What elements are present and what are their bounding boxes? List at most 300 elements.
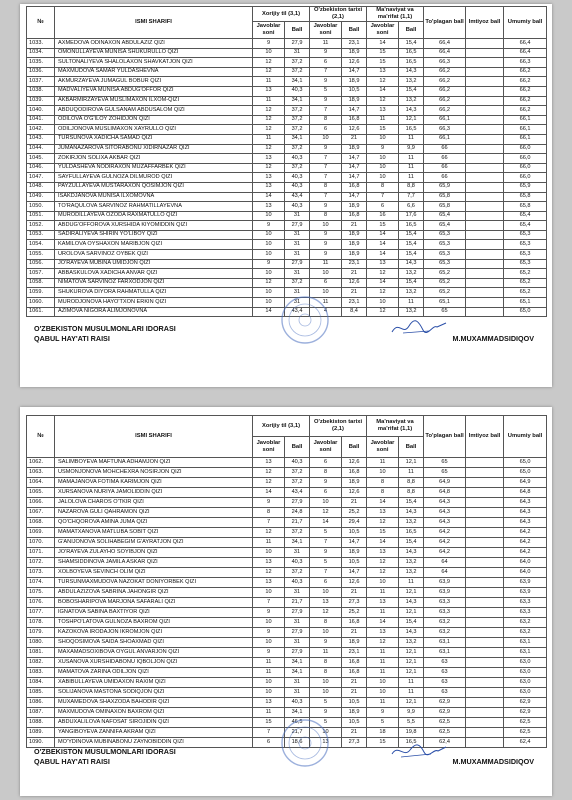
spiritual-answers: 12 xyxy=(367,568,399,578)
foreign-answers: 10 xyxy=(253,269,285,279)
history-score: 23,1 xyxy=(342,648,367,658)
table-row xyxy=(27,498,547,508)
foreign-score: 18,6 xyxy=(285,738,310,748)
spiritual-score: 15,4 xyxy=(399,278,424,288)
privilege-score xyxy=(466,728,504,738)
history-answers: 5 xyxy=(310,86,342,96)
privilege-score xyxy=(466,498,504,508)
row-number: 1090. xyxy=(27,738,55,748)
table-row xyxy=(27,668,547,678)
foreign-score: 34,1 xyxy=(285,538,310,548)
foreign-answers: 12 xyxy=(253,144,285,154)
foreign-answers: 13 xyxy=(253,86,285,96)
organization xyxy=(34,324,176,344)
foreign-score: 37,2 xyxy=(285,115,310,125)
results-table-1 xyxy=(26,6,547,317)
foreign-score: 27,9 xyxy=(285,221,310,231)
student-name: UROLOVA SARVINOZ OYBEK QIZI xyxy=(55,250,253,260)
table-row xyxy=(27,96,547,106)
history-answers: 9 xyxy=(310,708,342,718)
row-number: 1056. xyxy=(27,259,55,269)
total-score: 66 xyxy=(424,144,466,154)
total-score: 66,2 xyxy=(424,77,466,87)
history-score: 23,1 xyxy=(342,298,367,308)
total-score: 62,5 xyxy=(424,718,466,728)
row-number: 1086. xyxy=(27,698,55,708)
history-score: 16,8 xyxy=(342,115,367,125)
row-number: 1047. xyxy=(27,173,55,183)
results-page-1 xyxy=(20,4,552,387)
table-row xyxy=(27,250,547,260)
student-name: JO'RAYEVA ZULAYHO SOYIBJON QIZI xyxy=(55,548,253,558)
header-name: ISMI SHARIFI xyxy=(55,7,253,39)
overall-score: 63,0 xyxy=(504,688,547,698)
foreign-answers: 12 xyxy=(253,58,285,68)
table-row xyxy=(27,221,547,231)
overall-score: 65,2 xyxy=(504,278,547,288)
spiritual-score: 12,1 xyxy=(399,608,424,618)
history-answers: 11 xyxy=(310,648,342,658)
total-score: 65,8 xyxy=(424,202,466,212)
foreign-score: 31 xyxy=(285,288,310,298)
student-name: ABDUQODIROVA GULSANAM ABDUSALOM QIZI xyxy=(55,106,253,116)
row-number: 1053. xyxy=(27,230,55,240)
foreign-answers: 9 xyxy=(253,221,285,231)
foreign-score: 34,1 xyxy=(285,96,310,106)
spiritual-answers: 14 xyxy=(367,618,399,628)
student-name: MAMATOVA ZARINA ODILJON QIZI xyxy=(55,668,253,678)
table-row xyxy=(27,192,547,202)
privilege-score xyxy=(466,67,504,77)
total-score: 63,2 xyxy=(424,628,466,638)
history-score: 14,7 xyxy=(342,163,367,173)
student-name: SULTONALIYEVA SHALOLAXON SHAVKATJON QIZI xyxy=(55,58,253,68)
privilege-score xyxy=(466,558,504,568)
privilege-score xyxy=(466,134,504,144)
overall-score: 66,1 xyxy=(504,134,547,144)
header-score: Ball xyxy=(342,22,367,39)
spiritual-answers: 9 xyxy=(367,708,399,718)
row-number: 1038. xyxy=(27,86,55,96)
history-score: 16,8 xyxy=(342,182,367,192)
overall-score: 66,0 xyxy=(504,154,547,164)
history-score: 12,6 xyxy=(342,278,367,288)
row-number: 1048. xyxy=(27,182,55,192)
foreign-score: 34,1 xyxy=(285,708,310,718)
overall-score: 63,0 xyxy=(504,668,547,678)
history-score: 18,9 xyxy=(342,96,367,106)
total-score: 66,1 xyxy=(424,115,466,125)
privilege-score xyxy=(466,173,504,183)
row-number: 1088. xyxy=(27,718,55,728)
header-total: To'plagan ball xyxy=(424,7,466,39)
history-answers: 5 xyxy=(310,718,342,728)
spiritual-score: 8,8 xyxy=(399,182,424,192)
table-row xyxy=(27,67,547,77)
history-score: 18,9 xyxy=(342,250,367,260)
spiritual-score: 15,4 xyxy=(399,240,424,250)
history-answers: 7 xyxy=(310,568,342,578)
total-score: 65,1 xyxy=(424,298,466,308)
student-name: XUSANOVA XURSHIDABONU IQBOLJON QIZI xyxy=(55,658,253,668)
privilege-score xyxy=(466,708,504,718)
privilege-score xyxy=(466,163,504,173)
official-stamp xyxy=(279,294,331,346)
foreign-answers: 7 xyxy=(253,728,285,738)
student-name: MO'YDINOVA MUBINABONU ZAYNOBIDDIN QIZI xyxy=(55,738,253,748)
foreign-score: 34,1 xyxy=(285,77,310,87)
foreign-score: 37,2 xyxy=(285,144,310,154)
spiritual-score: 11 xyxy=(399,173,424,183)
total-score: 65,4 xyxy=(424,221,466,231)
history-answers: 8 xyxy=(310,115,342,125)
spiritual-score: 14,3 xyxy=(399,598,424,608)
overall-score: 66,2 xyxy=(504,106,547,116)
overall-score: 65,2 xyxy=(504,288,547,298)
history-answers: 9 xyxy=(310,230,342,240)
history-score: 23,1 xyxy=(342,259,367,269)
table-row xyxy=(27,211,547,221)
foreign-score: 37,2 xyxy=(285,568,310,578)
privilege-score xyxy=(466,240,504,250)
history-answers: 9 xyxy=(310,240,342,250)
privilege-score xyxy=(466,538,504,548)
privilege-score xyxy=(466,202,504,212)
spiritual-score: 9,9 xyxy=(399,144,424,154)
spiritual-score: 13,2 xyxy=(399,307,424,317)
spiritual-answers: 6 xyxy=(367,202,399,212)
spiritual-answers: 14 xyxy=(367,86,399,96)
spiritual-score: 14,3 xyxy=(399,508,424,518)
total-score: 64,2 xyxy=(424,538,466,548)
overall-score: 65,0 xyxy=(504,307,547,317)
row-number: 1044. xyxy=(27,144,55,154)
privilege-score xyxy=(466,211,504,221)
history-answers: 9 xyxy=(310,48,342,58)
student-name: SOLIJANOVA MASTONA SODIQJON QIZI xyxy=(55,688,253,698)
privilege-score xyxy=(466,698,504,708)
overall-score: 65,8 xyxy=(504,192,547,202)
foreign-answers: 12 xyxy=(253,106,285,116)
total-score: 63,3 xyxy=(424,598,466,608)
table-row xyxy=(27,269,547,279)
header-answers: Javoblar soni xyxy=(367,437,399,458)
privilege-score xyxy=(466,250,504,260)
privilege-score xyxy=(466,144,504,154)
row-number: 1070. xyxy=(27,538,55,548)
history-score: 12,6 xyxy=(342,125,367,135)
spiritual-answers: 10 xyxy=(367,578,399,588)
foreign-answers: 10 xyxy=(253,48,285,58)
organization xyxy=(34,747,176,767)
history-score: 29,4 xyxy=(342,518,367,528)
history-answers: 10 xyxy=(310,688,342,698)
total-score: 66,2 xyxy=(424,67,466,77)
spiritual-answers: 14 xyxy=(367,278,399,288)
row-number: 1065. xyxy=(27,488,55,498)
overall-score: 63,2 xyxy=(504,628,547,638)
history-score: 21 xyxy=(342,688,367,698)
spiritual-score: 5,5 xyxy=(399,718,424,728)
history-score: 18,9 xyxy=(342,240,367,250)
history-answers: 9 xyxy=(310,548,342,558)
spiritual-answers: 12 xyxy=(367,558,399,568)
history-answers: 5 xyxy=(310,528,342,538)
foreign-answers: 6 xyxy=(253,738,285,748)
spiritual-answers: 14 xyxy=(367,240,399,250)
spiritual-answers: 15 xyxy=(367,528,399,538)
spiritual-score: 12,1 xyxy=(399,668,424,678)
student-name: XURSANOVA NURIYA JAMOLIDDIN QIZI xyxy=(55,488,253,498)
spiritual-score: 14,3 xyxy=(399,548,424,558)
total-score: 63,1 xyxy=(424,638,466,648)
privilege-score xyxy=(466,221,504,231)
history-score: 8,4 xyxy=(342,307,367,317)
student-name: SHOQOSIMOVA SAIDA SHOAXMAD QIZI xyxy=(55,638,253,648)
history-score: 21 xyxy=(342,288,367,298)
foreign-answers: 10 xyxy=(253,618,285,628)
student-name: ABDULAZIZOVA SABRINA JAHONGIR QIZI xyxy=(55,588,253,598)
student-name: G'ANIJONOVA SOLIHABEGIM G'AYRATJON QIZI xyxy=(55,538,253,548)
history-score: 18,9 xyxy=(342,77,367,87)
overall-score: 65,1 xyxy=(504,298,547,308)
header-name: ISMI SHARIFI xyxy=(55,416,253,458)
spiritual-score: 12,1 xyxy=(399,658,424,668)
history-score: 16,8 xyxy=(342,668,367,678)
row-number: 1057. xyxy=(27,269,55,279)
foreign-answers: 9 xyxy=(253,608,285,618)
history-answers: 6 xyxy=(310,58,342,68)
spiritual-answers: 10 xyxy=(367,154,399,164)
spiritual-answers: 8 xyxy=(367,182,399,192)
foreign-answers: 10 xyxy=(253,298,285,308)
row-number: 1033. xyxy=(27,39,55,49)
table-row xyxy=(27,39,547,49)
spiritual-score: 17,6 xyxy=(399,211,424,221)
row-number: 1058. xyxy=(27,278,55,288)
foreign-score: 43,4 xyxy=(285,488,310,498)
foreign-score: 31 xyxy=(285,240,310,250)
header-history: O'zbekiston tarixi (2,1) xyxy=(310,416,367,437)
overall-score: 64,3 xyxy=(504,518,547,528)
foreign-score: 37,2 xyxy=(285,163,310,173)
spiritual-answers: 15 xyxy=(367,221,399,231)
history-answers: 12 xyxy=(310,508,342,518)
foreign-answers: 12 xyxy=(253,468,285,478)
organization-line: O'ZBEKISTON MUSULMONLARI IDORASI xyxy=(34,747,176,756)
foreign-score: 21,7 xyxy=(285,598,310,608)
privilege-score xyxy=(466,548,504,558)
organization-line: O'ZBEKISTON MUSULMONLARI IDORASI xyxy=(34,324,176,333)
row-number: 1064. xyxy=(27,478,55,488)
foreign-answers: 9 xyxy=(253,259,285,269)
privilege-score xyxy=(466,518,504,528)
signer-name: M.MUXAMMADSIDIQOV xyxy=(452,757,534,766)
overall-score: 63,0 xyxy=(504,658,547,668)
student-name: MADVALIYEVA MUNISA ABDUG'OFFOR QIZI xyxy=(55,86,253,96)
foreign-answers: 11 xyxy=(253,708,285,718)
table-row xyxy=(27,58,547,68)
foreign-answers: 9 xyxy=(253,648,285,658)
student-name: NAZAROVA GULI QAHRAMON QIZI xyxy=(55,508,253,518)
overall-score: 64,2 xyxy=(504,528,547,538)
spiritual-score: 13,2 xyxy=(399,568,424,578)
history-score: 27,3 xyxy=(342,738,367,748)
history-score: 16,8 xyxy=(342,468,367,478)
student-name: IGNATOVA SABINA BAXTIYOR QIZI xyxy=(55,608,253,618)
student-name: MAMAJANOVA FOTIMA KARIMJON QIZI xyxy=(55,478,253,488)
history-answers: 7 xyxy=(310,67,342,77)
table-row xyxy=(27,144,547,154)
table-row xyxy=(27,548,547,558)
overall-score: 63,3 xyxy=(504,608,547,618)
privilege-score xyxy=(466,58,504,68)
spiritual-answers: 10 xyxy=(367,298,399,308)
student-name: USMONJONOVA MOHCHEXRA NOSIRJON QIZI xyxy=(55,468,253,478)
row-number: 1072. xyxy=(27,558,55,568)
foreign-answers: 10 xyxy=(253,678,285,688)
spiritual-score: 11 xyxy=(399,578,424,588)
table-row xyxy=(27,658,547,668)
header-answers: Javoblar soni xyxy=(253,437,285,458)
spiritual-answers: 12 xyxy=(367,96,399,106)
spiritual-answers: 14 xyxy=(367,39,399,49)
spiritual-score: 9,9 xyxy=(399,708,424,718)
history-score: 21 xyxy=(342,728,367,738)
foreign-answers: 12 xyxy=(253,115,285,125)
table-row xyxy=(27,458,547,468)
student-name: TOSHPO'LATOVA GULNOZA BAXROM QIZI xyxy=(55,618,253,628)
table-row xyxy=(27,134,547,144)
table-row xyxy=(27,106,547,116)
foreign-score: 40,3 xyxy=(285,173,310,183)
privilege-score xyxy=(466,618,504,628)
row-number: 1046. xyxy=(27,163,55,173)
header-foreign-language: Xorijiy til (3,1) xyxy=(253,416,310,437)
privilege-score xyxy=(466,154,504,164)
foreign-score: 31 xyxy=(285,250,310,260)
spiritual-answers: 8 xyxy=(367,478,399,488)
history-answers: 9 xyxy=(310,638,342,648)
row-number: 1076. xyxy=(27,598,55,608)
total-score: 64,8 xyxy=(424,488,466,498)
history-answers: 11 xyxy=(310,259,342,269)
history-score: 21 xyxy=(342,628,367,638)
history-answers: 10 xyxy=(310,678,342,688)
spiritual-score: 12,1 xyxy=(399,648,424,658)
row-number: 1036. xyxy=(27,67,55,77)
overall-score: 65,4 xyxy=(504,221,547,231)
header-spirituality: Ma'naviyat va ma'rifat (1,1) xyxy=(367,416,424,437)
foreign-score: 40,3 xyxy=(285,86,310,96)
history-score: 16,8 xyxy=(342,618,367,628)
table-row xyxy=(27,182,547,192)
history-answers: 13 xyxy=(310,598,342,608)
row-number: 1078. xyxy=(27,618,55,628)
foreign-answers: 9 xyxy=(253,39,285,49)
foreign-answers: 14 xyxy=(253,488,285,498)
total-score: 62,9 xyxy=(424,708,466,718)
spiritual-score: 15,4 xyxy=(399,538,424,548)
foreign-score: 40,3 xyxy=(285,578,310,588)
foreign-answers: 13 xyxy=(253,578,285,588)
row-number: 1079. xyxy=(27,628,55,638)
header-privilege: Imtiyoz ball xyxy=(466,7,504,39)
total-score: 66 xyxy=(424,154,466,164)
privilege-score xyxy=(466,608,504,618)
overall-score: 62,5 xyxy=(504,728,547,738)
row-number: 1087. xyxy=(27,708,55,718)
table-row xyxy=(27,278,547,288)
spiritual-score: 13,2 xyxy=(399,269,424,279)
student-name: BOBOSHARIPOVA MARJONA SAFARALI QIZI xyxy=(55,598,253,608)
spiritual-answers: 11 xyxy=(367,115,399,125)
privilege-score xyxy=(466,688,504,698)
foreign-score: 37,2 xyxy=(285,125,310,135)
history-score: 14,7 xyxy=(342,106,367,116)
foreign-answers: 12 xyxy=(253,478,285,488)
foreign-answers: 12 xyxy=(253,278,285,288)
spiritual-answers: 11 xyxy=(367,588,399,598)
header-number: № xyxy=(27,7,55,39)
privilege-score xyxy=(466,738,504,748)
foreign-score: 40,3 xyxy=(285,698,310,708)
history-answers: 14 xyxy=(310,518,342,528)
history-answers: 10 xyxy=(310,134,342,144)
history-answers: 4 xyxy=(310,307,342,317)
history-answers: 10 xyxy=(310,588,342,598)
spiritual-score: 8,8 xyxy=(399,488,424,498)
history-answers: 10 xyxy=(310,288,342,298)
overall-score: 64,3 xyxy=(504,498,547,508)
row-number: 1071. xyxy=(27,548,55,558)
total-score: 65,4 xyxy=(424,211,466,221)
student-name: MAXAMADSOXIBOVA OYGUL ANVARJON QIZI xyxy=(55,648,253,658)
history-answers: 6 xyxy=(310,458,342,468)
history-score: 21 xyxy=(342,678,367,688)
history-score: 16,8 xyxy=(342,658,367,668)
table-row xyxy=(27,538,547,548)
row-number: 1050. xyxy=(27,202,55,212)
foreign-answers: 11 xyxy=(253,134,285,144)
foreign-score: 37,2 xyxy=(285,67,310,77)
foreign-score: 46,5 xyxy=(285,718,310,728)
row-number: 1068. xyxy=(27,518,55,528)
spiritual-score: 12,1 xyxy=(399,115,424,125)
row-number: 1061. xyxy=(27,307,55,317)
total-score: 64,3 xyxy=(424,518,466,528)
privilege-score xyxy=(466,588,504,598)
history-answers: 10 xyxy=(310,221,342,231)
spiritual-answers: 14 xyxy=(367,250,399,260)
foreign-score: 31 xyxy=(285,211,310,221)
spiritual-score: 11 xyxy=(399,154,424,164)
total-score: 66 xyxy=(424,173,466,183)
row-number: 1083. xyxy=(27,668,55,678)
foreign-answers: 9 xyxy=(253,628,285,638)
privilege-score xyxy=(466,39,504,49)
foreign-answers: 13 xyxy=(253,202,285,212)
history-answers: 7 xyxy=(310,538,342,548)
spiritual-answers: 12 xyxy=(367,77,399,87)
table-row xyxy=(27,698,547,708)
table-row xyxy=(27,468,547,478)
overall-score: 64,8 xyxy=(504,488,547,498)
total-score: 63,9 xyxy=(424,578,466,588)
privilege-score xyxy=(466,478,504,488)
row-number: 1039. xyxy=(27,96,55,106)
student-name: YULDASHEVA NODIRAXON MUZAFFARBEK QIZI xyxy=(55,163,253,173)
